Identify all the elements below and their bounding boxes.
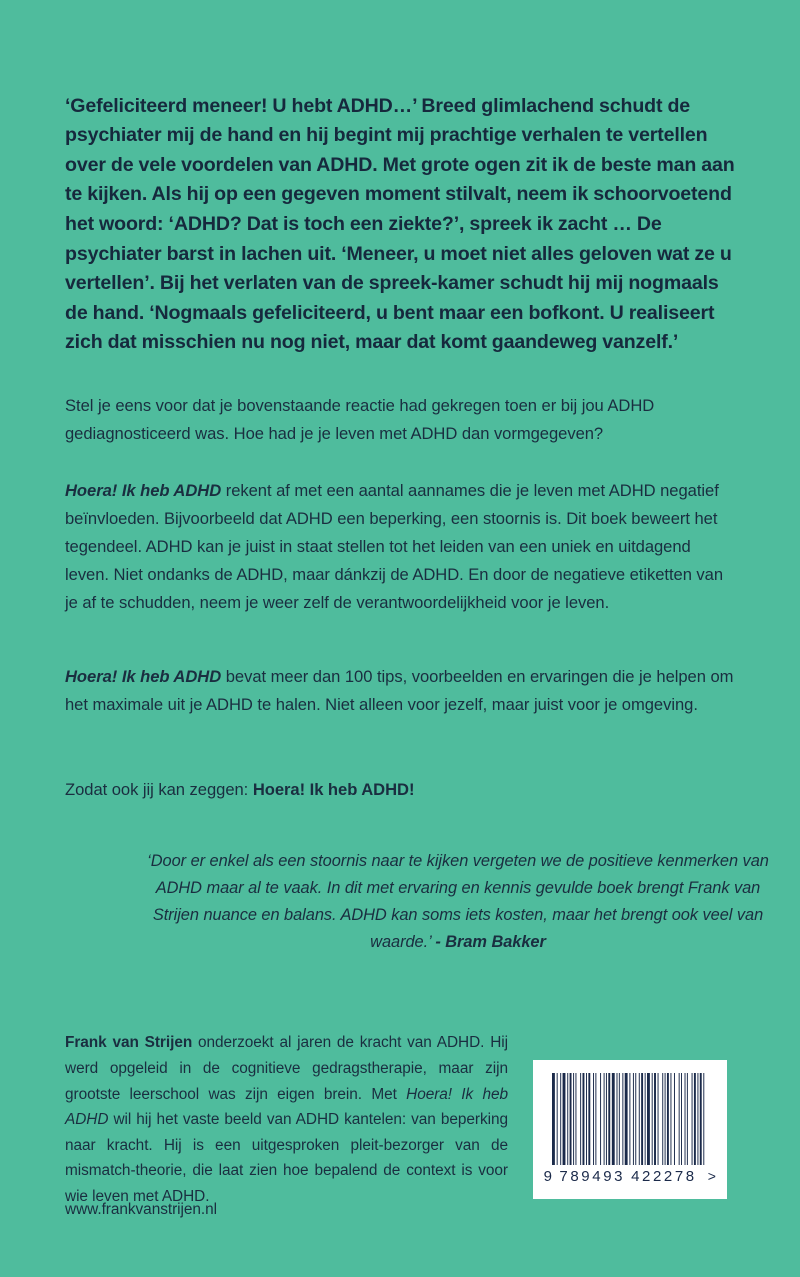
barcode-group-left: 789493 [559, 1168, 626, 1185]
description-paragraph-rest: rekent af met een aantal aannames die je leven met ADHD negatief beïnvloeden. Bijvoorbeeld dat ADHD een beperking, een stoornis is. Dit boek beweert het tegendeel. ADHD kan je juist in staat stellen tot het leiden van een uniek en uitdagend leven. Niet ondanks de ADHD, maar dánkzij de ADHD. En door de negatieve etiketten van je af te schudden, neem je weer zelf de verantwoordelijkheid voor je leven. [65, 480, 724, 613]
description-paragraph [65, 477, 737, 618]
book-title-emphasis-2: Hoera! Ik heb ADHD [65, 666, 222, 686]
testimonial-attribution: - Bram Bakker [435, 932, 546, 951]
barcode-digits [533, 1168, 727, 1185]
author-bio-part1: onderzoekt al jaren de kracht van ADHD. Hij werd opgeleid in de cognitieve gedragstherapie, maar zijn grootste leerschool was zijn eigen brein. Met [65, 1034, 508, 1103]
tips-paragraph [65, 663, 737, 719]
tips-paragraph-rest: bevat meer dan 100 tips, voorbeelden en ervaringen die je helpen om het maximale uit je ADHD te halen. Niet alleen voor jezelf, maar juist voor je omgeving. [65, 666, 734, 714]
author-bio-part2: wil hij het vaste beeld van ADHD kantelen: van beperking naar kracht. Hij is een uitgesproken pleit-bezorger van de mismatch-theorie, die laat zien hoe bepalend de context is voor wie leven met ADHD. [65, 1111, 508, 1205]
closing-line-emphasis: Hoera! Ik heb ADHD! [252, 779, 415, 799]
barcode-trailing-symbol: > [707, 1168, 717, 1184]
testimonial-quote [138, 848, 778, 955]
testimonial-text: ‘Door er enkel als een stoornis naar te kijken vergeten we de positieve kenmerken van ADHD maar al te vaak. In dit met ervaring en kennis gevulde boek brengt Frank van Strijen nuance en balans. ADHD kan soms iets kosten, maar het brengt ook veel van waarde.’ [147, 852, 769, 951]
book-title-emphasis-1: Hoera! Ik heb ADHD [65, 480, 222, 500]
barcode-bars [552, 1073, 708, 1165]
closing-line [65, 776, 737, 804]
barcode-group-right: 422278 [631, 1168, 697, 1185]
barcode-lead-digit: 9 [543, 1168, 553, 1185]
intro-paragraph: Stel je eens voor dat je bovenstaande reactie had gekregen toen er bij jou ADHD gediagnosticeerd was. Hoe had je je leven met ADHD dan vormgegeven? [65, 395, 655, 443]
book-title-emphasis-3: Hoera! Ik heb ADHD [65, 1085, 509, 1129]
author-name: Frank van Strijen [65, 1034, 193, 1052]
author-website[interactable]: www.frankvanstrijen.nl [65, 1201, 218, 1219]
opening-quote-paragraph: ‘Gefeliciteerd meneer! U hebt ADHD…’ Breed glimlachend schudt de psychiater mij de hand en hij begint mij prachtige verhalen te vertellen over de vele voordelen van ADHD. Met grote ogen zit ik de beste man aan te kijken. Als hij op een gegeven moment stilvalt, neem ik schoorvoetend het woord: ‘ADHD? Dat is toch een ziekte?’, spreek ik zacht … De psychiater barst in lachen uit. ‘Meneer, u moet niet alles geloven wat ze u vertellen’. Bij het verlaten van de spreek-kamer schudt hij mij nogmaals de hand. ‘Nogmaals gefeliciteerd, u bent maar een bofkont. U realiseert zich dat misschien nu nog niet, maar dat komt gaandeweg vanzelf.’ [65, 94, 735, 354]
closing-line-lead: Zodat ook jij kan zeggen: [65, 779, 253, 799]
author-bio [65, 1030, 508, 1209]
isbn-barcode-panel [533, 1060, 727, 1199]
